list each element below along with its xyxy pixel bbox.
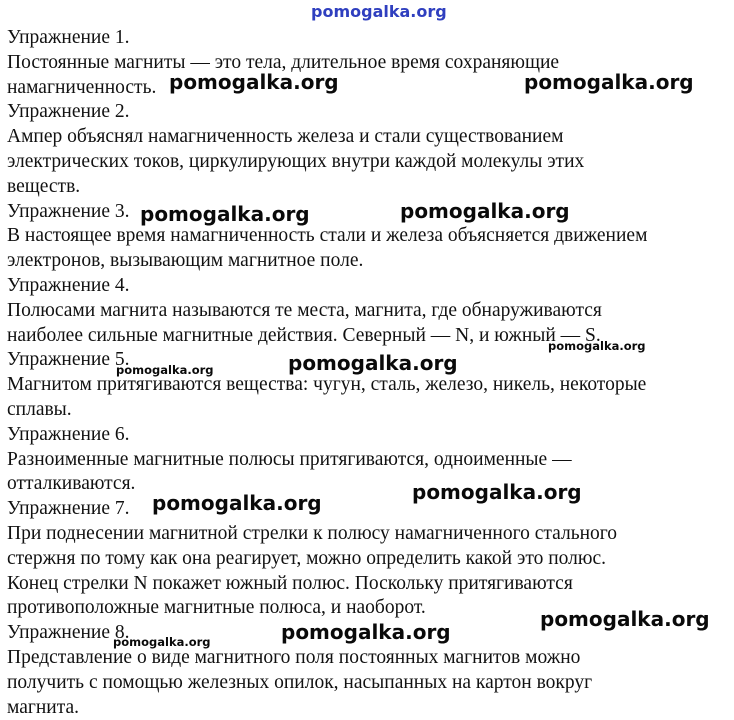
watermark: pomogalka.org	[288, 351, 458, 375]
text-line: Представление о виде магнитного поля постоянных магнитов можно	[7, 646, 581, 668]
watermark: pomogalka.org	[548, 339, 646, 353]
text-line: В настоящее время намагниченность стали и железа объясняется движением	[7, 225, 648, 247]
text-line: Ампер объяснял намагниченность железа и стали существованием	[7, 126, 564, 148]
watermark: pomogalka.org	[281, 620, 451, 644]
text-line: намагниченность.	[7, 76, 157, 98]
exercise-heading-7: Упражнение 7.	[7, 498, 130, 520]
watermark: pomogalka.org	[152, 491, 322, 515]
text-line: Постоянные магниты — это тела, длительное время сохраняющие	[7, 51, 560, 73]
text-line: электрических токов, циркулирующих внутри каждой молекулы этих	[7, 150, 585, 172]
watermark: pomogalka.org	[113, 635, 211, 649]
watermark: pomogalka.org	[524, 70, 694, 94]
watermark: pomogalka.org	[140, 202, 310, 226]
exercise-heading-5: Упражнение 5.	[7, 349, 130, 371]
text-line: наиболее сильные магнитные действия. Северный — N, и южный — S.	[7, 324, 601, 346]
text-line: противоположные магнитные полюса, и наоборот.	[7, 597, 426, 619]
exercise-heading-1: Упражнение 1.	[7, 27, 130, 48]
text-line: При поднесении магнитной стрелки к полюсу намагниченного стального	[7, 522, 618, 544]
text-line: отталкиваются.	[7, 473, 136, 495]
text-line: Магнитом притягиваются вещества: чугун, сталь, железо, никель, некоторые	[7, 374, 647, 396]
text-line: получить с помощью железных опилок, насыпанных на картон вокруг	[7, 671, 593, 693]
watermark: pomogalka.org	[169, 70, 339, 94]
exercise-heading-8: Упражнение 8.	[7, 622, 130, 644]
watermark: pomogalka.org	[412, 480, 582, 504]
site-watermark-top: pomogalka.org	[311, 2, 447, 21]
text-line: сплавы.	[7, 398, 72, 420]
text-line: Полюсами магнита называются те места, магнита, где обнаруживаются	[7, 299, 602, 321]
exercise-heading-4: Упражнение 4.	[7, 274, 130, 296]
text-line: Разноименные магнитные полюсы притягиваются, одноименные —	[7, 448, 572, 470]
exercise-heading-2: Упражнение 2.	[7, 101, 130, 123]
watermark: pomogalka.org	[400, 199, 570, 223]
text-line: электронов, вызывающим магнитное поле.	[7, 250, 364, 272]
text-line: стержня по тому как она реагирует, можно определить какой это полюс.	[7, 547, 606, 569]
text-line: веществ.	[7, 175, 81, 197]
text-line: магнита.	[7, 696, 80, 718]
exercise-heading-3: Упражнение 3.	[7, 200, 130, 222]
exercise-heading-6: Упражнение 6.	[7, 423, 130, 445]
watermark: pomogalka.org	[116, 363, 214, 377]
watermark: pomogalka.org	[540, 607, 710, 631]
text-line: Конец стрелки N покажет южный полюс. Поскольку притягиваются	[7, 572, 573, 594]
